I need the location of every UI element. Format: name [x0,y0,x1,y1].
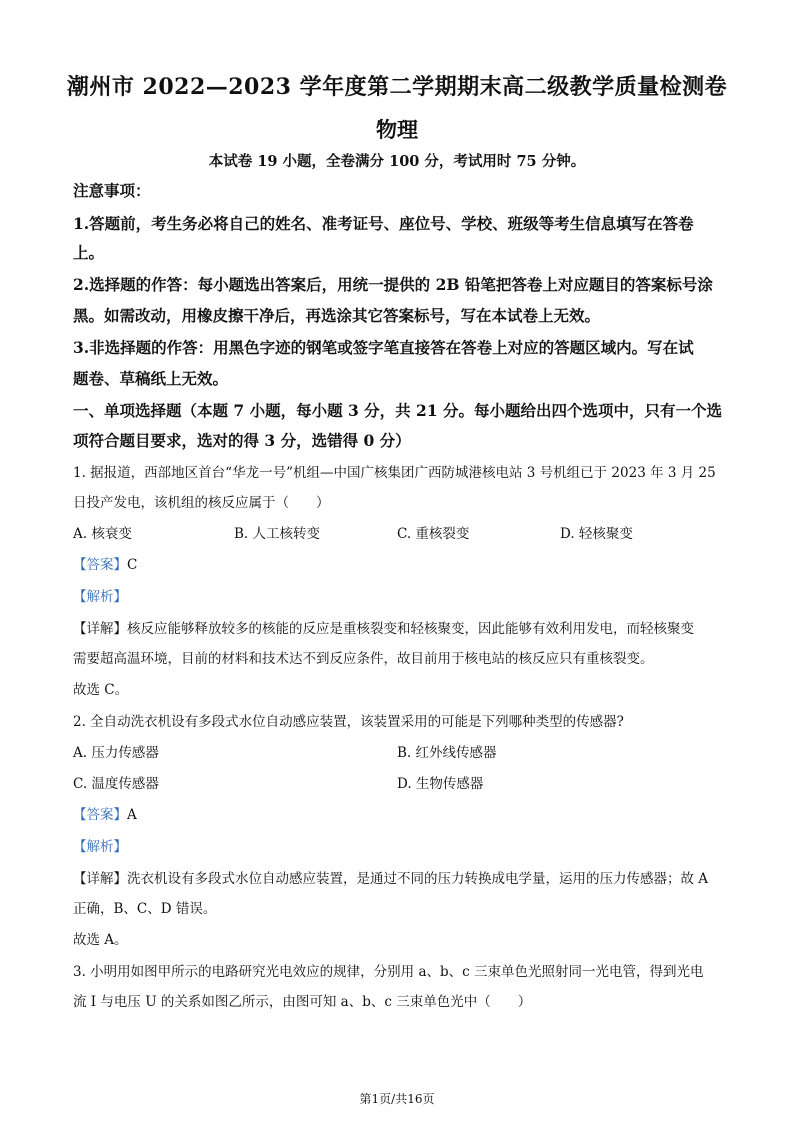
q1-answer-tag: 【答案】 [73,557,127,573]
q1-detail-tag: 【详解】 [73,621,127,637]
notice-heading: 注意事项： [73,181,151,200]
q1-detail-line-2: 需要超高温环境，目前的材料和技术达不到反应条件，故目前用于核电站的核反应只有重核裂变。 [73,651,654,667]
q3-stem-line-1: 3. 小明用如图甲所示的电路研究光电效应的规律，分别用 a、b、c 三束单色光照射同一光电管，得到光电 [73,964,704,980]
q2-stem: 2. 全自动洗衣机设有多段式水位自动感应装置，该装置采用的可能是下列哪种类型的传感器? [73,714,624,730]
q1-option-b: B. 人工核转变 [234,526,321,542]
exam-subject: 物理 [376,117,418,142]
q3-stem-line-2: 流 I 与电压 U 的关系如图乙所示，由图可知 a、b、c 三束单色光中（ ） [73,994,532,1010]
q2-detail-line-2: 正确，B、C、D 错误。 [73,901,217,917]
notice-item-1-line-2: 上。 [73,243,105,262]
q2-answer-value: A [127,807,137,823]
page-footer: 第1页/共16页 [359,1092,435,1106]
section-1-heading-line-1: 一、单项选择题（本题 7 小题，每小题 3 分，共 21 分。每小题给出四个选项中，只有一个选 [73,401,723,420]
q2-option-b: B. 红外线传感器 [397,745,497,761]
q2-answer [73,805,723,825]
q2-option-a: A. 压力传感器 [73,745,159,761]
q2-option-c: C. 温度传感器 [73,776,159,792]
q1-option-a: A. 核衰变 [73,526,132,542]
q1-answer [73,555,723,575]
q2-conclusion: 故选 A。 [73,932,128,948]
q1-conclusion: 故选 C。 [73,682,129,698]
q1-detail-text-1: 核反应能够释放较多的核能的反应是重核裂变和轻核聚变，因此能够有效利用发电，而轻核聚变 [127,621,694,637]
exam-title: 潮州市 2022—2023 学年度第二学期期末高二级教学质量检测卷 [66,74,728,100]
q1-detail-line-1 [73,619,723,639]
q1-stem-line-1: 1. 据报道，西部地区首台“华龙一号”机组—中国广核集团广西防城港核电站 3 号机组已于 2023 年 3 月 25 [73,465,716,481]
q1-analysis [73,587,723,607]
q2-detail-text-1: 洗衣机设有多段式水位自动感应装置，是通过不同的压力转换成电学量，运用的压力传感器；故 A [127,871,709,887]
q2-detail-line-1 [73,869,723,889]
q1-analysis-tag: 【解析】 [73,589,127,605]
q2-analysis [73,837,723,857]
notice-item-3-line-1: 3.非选择题的作答：用黑色字迹的钢笔或签字笔直接答在答卷上对应的答题区域内。写在试 [73,338,694,357]
notice-item-2-line-2: 黑。如需改动，用橡皮擦干净后，再选涂其它答案标号，写在本试卷上无效。 [73,306,601,325]
q2-answer-tag: 【答案】 [73,807,127,823]
q1-option-c: C. 重核裂变 [397,526,470,542]
notice-item-3-line-2: 题卷、草稿纸上无效。 [73,369,229,388]
q2-analysis-tag: 【解析】 [73,839,127,855]
exam-info: 本试卷 19 小题，全卷满分 100 分，考试用时 75 分钟。 [208,153,586,170]
q2-detail-tag: 【详解】 [73,871,127,887]
section-1-heading-line-2: 项符合题目要求，选对的得 3 分，选错得 0 分） [73,431,411,450]
q1-stem-line-2: 日投产发电，该机组的核反应属于（ ） [73,495,330,511]
notice-item-2-line-1: 2.选择题的作答：每小题选出答案后，用统一提供的 2B 铅笔把答卷上对应题目的答案标号涂 [73,275,713,294]
q1-option-d: D. 轻核聚变 [560,526,633,542]
q2-option-d: D. 生物传感器 [397,776,484,792]
q1-answer-value: C [127,557,138,573]
notice-item-1-line-1: 1.答题前，考生务必将自己的姓名、准考证号、座位号、学校、班级等考生信息填写在答卷 [73,214,694,233]
